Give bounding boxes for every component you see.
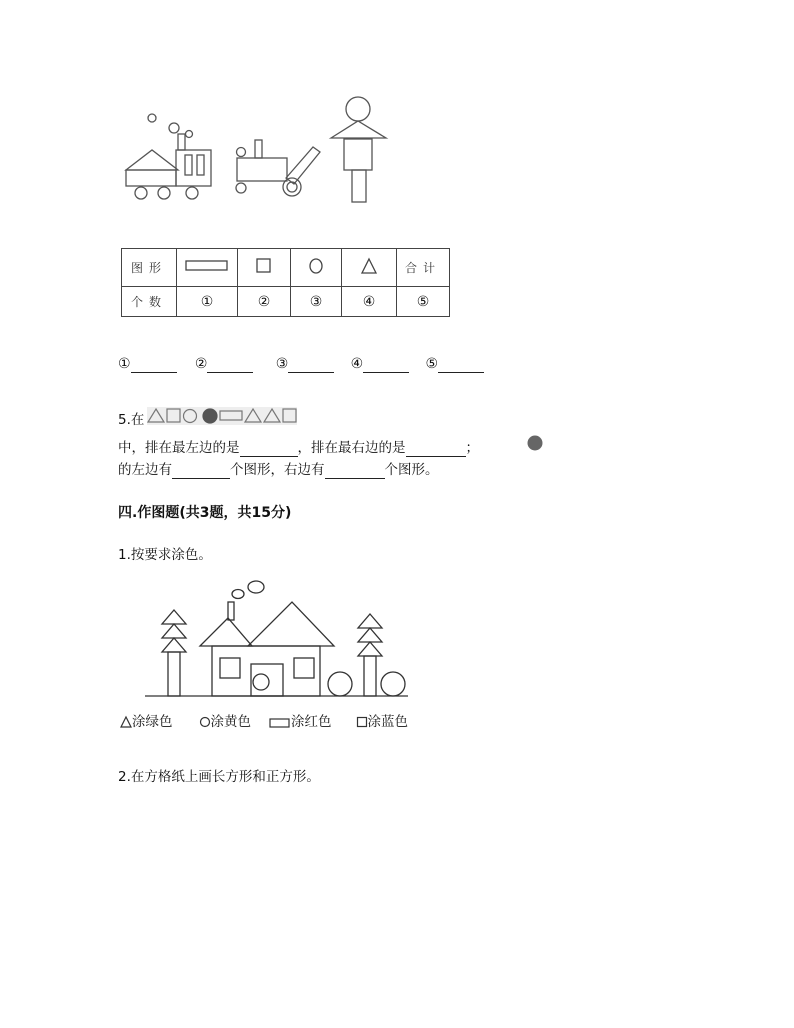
q2-title: 2.在方格纸上画长方形和正方形。 [118,769,320,785]
blank-rightmost[interactable] [406,442,466,457]
answer-3[interactable]: ③ [276,356,335,372]
triangle-icon [120,716,132,728]
rectangle-icon [185,260,229,272]
square-icon [255,257,273,275]
shape-figures-illustration [0,0,794,230]
q5-prefix: 5.在 [118,412,145,428]
count-cell-3: ③ [291,287,342,317]
legend-item-rectangle: 涂红色 [269,713,332,731]
rectangle-icon [269,716,291,728]
answer-2[interactable]: ② [195,356,254,372]
square-icon [356,716,368,728]
triangle-icon [360,257,378,275]
circle-icon [199,716,211,728]
q5-line2: 中，排在最左边的是 ，排在最右边的是 ； [118,440,479,456]
count-cell-1: ① [177,287,238,317]
table-label-count: 个数 [122,287,177,317]
shape-count-table [121,248,450,317]
house-scene-illustration [140,578,440,698]
blank-left-count[interactable] [172,464,230,479]
count-cell-2: ② [238,287,291,317]
answer-blanks-row [118,355,484,373]
circle-icon [307,257,325,275]
blank-right-count[interactable] [325,464,385,479]
q1-title: 1.按要求涂色。 [118,547,212,563]
table-label-shape: 图形 [122,249,177,287]
table-label-total: 合计 [397,249,450,287]
color-legend [120,713,408,731]
shape-sequence-strip [147,407,297,425]
answer-5[interactable]: ⑤ [425,356,484,372]
section-heading: 四.作图题(共3题，共15分) [118,505,292,521]
legend-item-square: 涂蓝色 [356,713,409,731]
answer-1[interactable]: ① [118,356,177,372]
legend-item-circle: 涂黄色 [199,713,252,731]
q5-line3: 的左边有 个图形，右边有 个图形。 [118,462,439,478]
legend-item-triangle: 涂绿色 [120,713,173,731]
count-cell-4: ④ [342,287,397,317]
blank-leftmost[interactable] [240,442,298,457]
filled-circle-icon [526,434,544,452]
count-cell-5: ⑤ [397,287,450,317]
answer-4[interactable]: ④ [351,356,410,372]
